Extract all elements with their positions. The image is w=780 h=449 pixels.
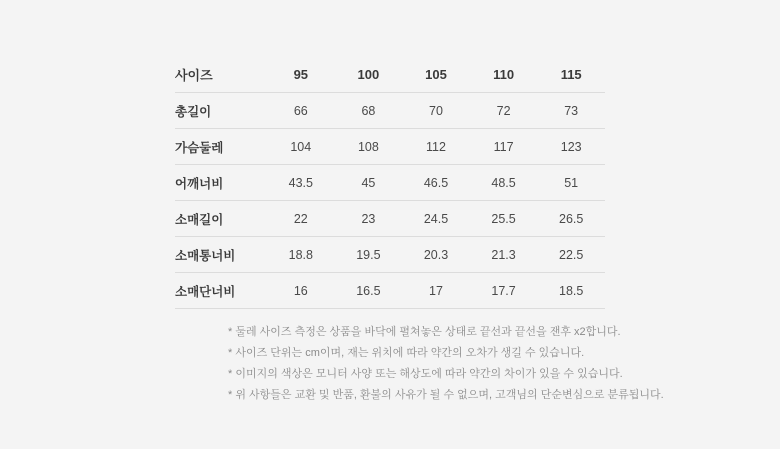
cell-value: 22 [267, 201, 335, 237]
cell-value: 17 [402, 273, 470, 309]
cell-value: 70 [402, 93, 470, 129]
cell-value: 43.5 [267, 165, 335, 201]
row-label-chest: 가슴둘레 [175, 129, 267, 165]
note-unit: * 사이즈 단위는 cm이며, 재는 위치에 따라 약간의 오차가 생길 수 있습니다. [228, 347, 585, 359]
note-return-policy: * 위 사항들은 교환 및 반품, 환불의 사유가 될 수 없으며, 고객님의 단순변심으로 분류됩니다. [228, 389, 664, 401]
cell-value: 26.5 [537, 201, 605, 237]
column-header-105: 105 [402, 56, 470, 93]
cell-value: 72 [470, 93, 538, 129]
cell-value: 24.5 [402, 201, 470, 237]
table-row [175, 129, 605, 165]
cell-value: 16.5 [335, 273, 403, 309]
size-table [175, 56, 605, 309]
row-label-total-length: 총길이 [175, 93, 267, 129]
column-header-110: 110 [470, 56, 538, 93]
column-header-size-label: 사이즈 [175, 56, 267, 93]
column-header-95: 95 [267, 56, 335, 93]
cell-value: 108 [335, 129, 403, 165]
table-row [175, 201, 605, 237]
cell-value: 25.5 [470, 201, 538, 237]
cell-value: 48.5 [470, 165, 538, 201]
row-label-shoulder: 어깨너비 [175, 165, 267, 201]
table-header-row [175, 56, 605, 93]
table-row [175, 93, 605, 129]
cell-value: 23 [335, 201, 403, 237]
cell-value: 66 [267, 93, 335, 129]
note-color: * 이미지의 색상은 모니터 사양 또는 해상도에 따라 약간의 차이가 있을 수 있습니다. [228, 368, 623, 380]
cell-value: 117 [470, 129, 538, 165]
cell-value: 22.5 [537, 237, 605, 273]
row-label-sleeve-width: 소매통너비 [175, 237, 267, 273]
notes-section [228, 322, 664, 406]
size-table-header [175, 56, 605, 93]
column-header-115: 115 [537, 56, 605, 93]
cell-value: 45 [335, 165, 403, 201]
table-row [175, 237, 605, 273]
table-row [175, 165, 605, 201]
column-header-100: 100 [335, 56, 403, 93]
cell-value: 17.7 [470, 273, 538, 309]
cell-value: 16 [267, 273, 335, 309]
cell-value: 51 [537, 165, 605, 201]
cell-value: 18.8 [267, 237, 335, 273]
cell-value: 112 [402, 129, 470, 165]
cell-value: 123 [537, 129, 605, 165]
table-row [175, 273, 605, 309]
cell-value: 73 [537, 93, 605, 129]
row-label-cuff-width: 소매단너비 [175, 273, 267, 309]
note-measurement: * 둘레 사이즈 측정은 상품을 바닥에 펼쳐놓은 상태로 끝선과 끝선을 잰후 x2합니다. [228, 326, 621, 338]
size-table-body [175, 93, 605, 309]
cell-value: 20.3 [402, 237, 470, 273]
cell-value: 18.5 [537, 273, 605, 309]
cell-value: 68 [335, 93, 403, 129]
cell-value: 104 [267, 129, 335, 165]
cell-value: 46.5 [402, 165, 470, 201]
size-table-container [175, 56, 605, 309]
row-label-sleeve-length: 소매길이 [175, 201, 267, 237]
cell-value: 21.3 [470, 237, 538, 273]
cell-value: 19.5 [335, 237, 403, 273]
